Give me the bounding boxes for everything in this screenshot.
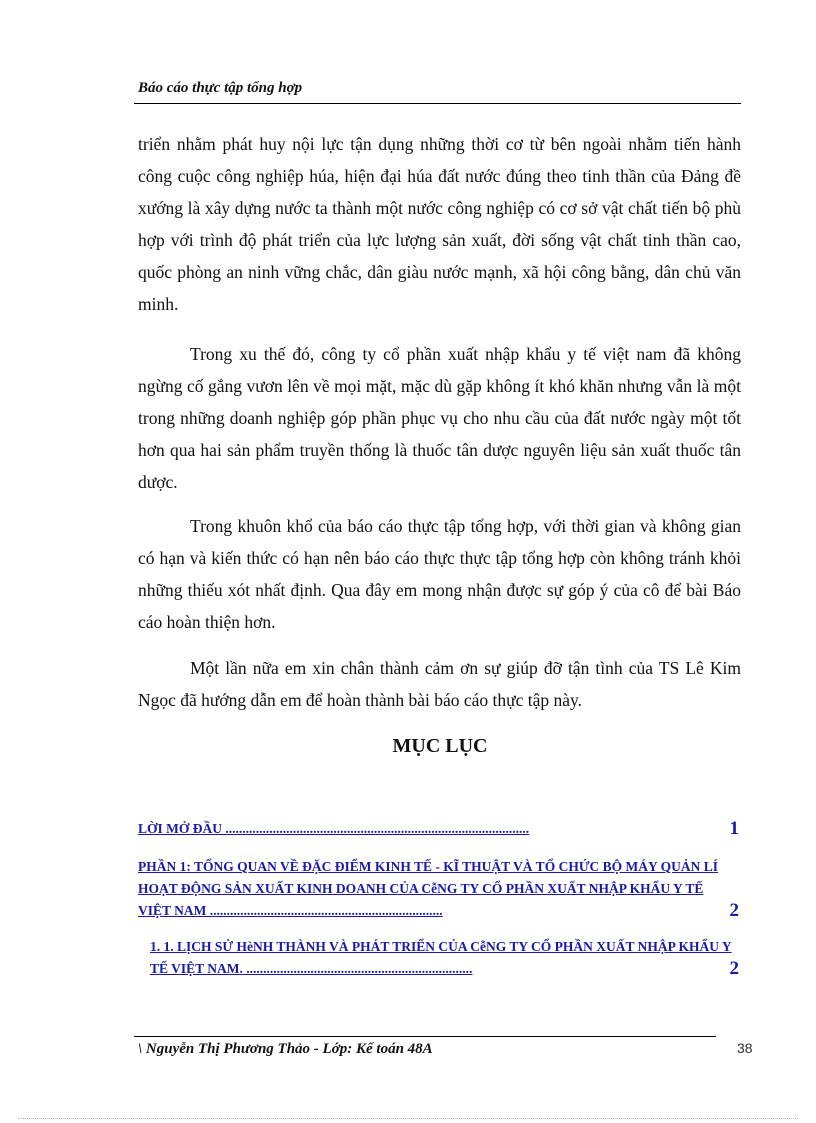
toc-leader-dots: ...................................................................	[242, 961, 473, 976]
toc-entry-text[interactable]: 1. 1. LỊCH SỬ HèNH THÀNH VÀ PHÁT TRIỂN CỦA CễNG TY CỔ PHẦN XUẤT NHẬP KHẨU Y TẾ VIỆT NAM.	[150, 939, 732, 976]
toc-title: MỤC LỤC	[392, 735, 488, 757]
body-paragraph-3: Trong khuôn khổ của báo cáo thực tập tổng hợp, với thời gian và không gian có hạn và kiến thức có hạn nên báo cáo thực thực tập tổng hợp còn không tránh khỏi những thiếu xót nhất định. Qua đây em mong nhận được sự góp ý của cô để bài Báo cáo hoàn thiện hơn.	[138, 516, 741, 632]
body-paragraph-2: Trong xu thế đó, công ty cổ phần xuất nhập khẩu y tế việt nam đã không ngừng cố gắng vươn lên về mọi mặt, mặc dù gặp không ít khó khăn nhưng vẫn là một trong những doanh nghiệp góp phần phục vụ cho nhu cầu của đất nước ngày một tốt hơn qua hai sản phẩm truyền thống là thuốc tân dược nguyên liệu sản xuất thuốc tân dược.	[138, 344, 741, 492]
toc-page-number[interactable]: 1	[729, 818, 739, 839]
body-paragraph-1: triển nhằm phát huy nội lực tận dụng những thời cơ từ bên ngoài nhằm tiến hành công cuộc công nghiệp húa, hiện đại húa đất nước đúng theo tinh thần của Đảng đề xướng là xây dựng nước ta thành một nước công nghiệp có cơ sở vật chất tiến bộ phù hợp với trình độ phát triển của lực lượng sản xuất, đời sống vật chất tinh thần cao, quốc phòng an ninh vững chắc, dân giàu nước mạnh, xã hội công bằng, dân chủ văn minh.	[138, 134, 741, 314]
header-divider	[134, 103, 741, 104]
toc-page-number[interactable]: 2	[729, 958, 739, 979]
body-paragraph-4: Một lần nữa em xin chân thành cảm ơn sự giúp đỡ tận tình của TS Lê Kim Ngọc đã hướng dẫn em để hoàn thành bài báo cáo thực tập này.	[138, 658, 741, 710]
toc-leader-dots: .....................................................................	[206, 903, 443, 918]
toc-entry-text[interactable]: PHẦN 1: TỔNG QUAN VỀ ĐẶC ĐIỂM KINH TẾ - KĨ THUẬT VÀ TỔ CHỨC BỘ MÁY QUẢN LÍ HOẠT ĐỘNG SẢN XUẤT KINH DOANH CỦA CễNG TY CỔ PHẦN XUẤT NHẬP KHẨU Y TẾ VIỆT NAM	[138, 859, 719, 918]
header-title: Báo cáo thực tập tổng hợp	[138, 80, 303, 96]
toc-entry-loi-mo-dau[interactable]	[138, 818, 739, 840]
footer-divider	[134, 1036, 716, 1037]
toc-entry-text[interactable]: LỜI MỞ ĐẦU	[138, 821, 222, 836]
toc-leader-dots: ..........................................................................................	[222, 821, 530, 836]
page-number: 38	[737, 1040, 753, 1056]
toc-entry-1-1[interactable]	[150, 936, 739, 980]
toc-page-number[interactable]: 2	[729, 900, 739, 921]
page-bottom-border	[18, 1118, 798, 1119]
toc-entry-phan-1[interactable]	[138, 856, 739, 922]
footer-author: \ Nguyễn Thị Phương Thảo - Lớp: Kế toán 48A	[138, 1041, 433, 1057]
